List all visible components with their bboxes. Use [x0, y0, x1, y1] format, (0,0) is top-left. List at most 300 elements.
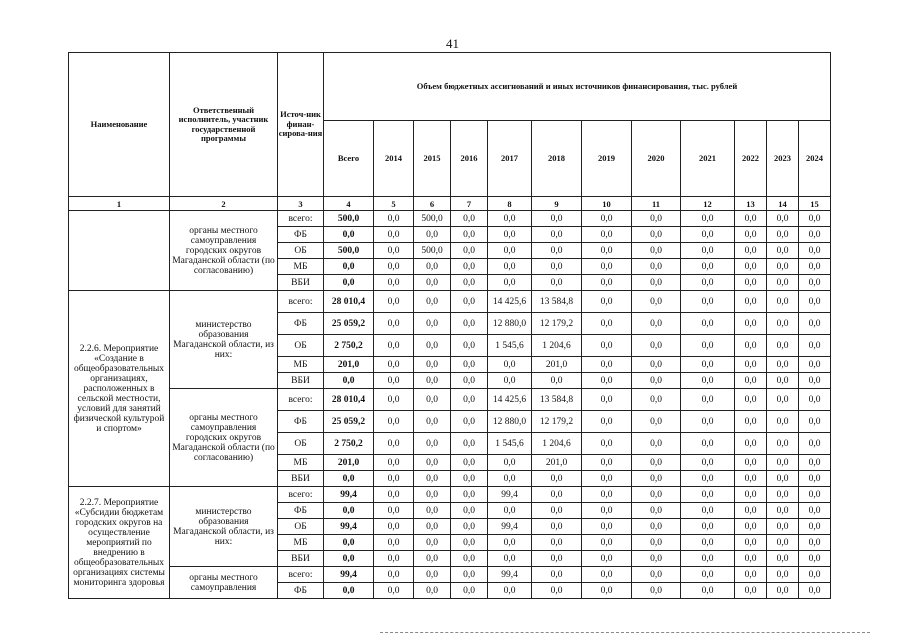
- year-value: 0,0: [632, 551, 681, 567]
- year-value: 0,0: [374, 313, 414, 335]
- year-value: 0,0: [532, 259, 582, 275]
- year-value: 0,0: [681, 503, 735, 519]
- column-number: 9: [532, 197, 582, 211]
- source-label: ФБ: [278, 583, 324, 599]
- year-value: 0,0: [767, 313, 799, 335]
- year-value: 0,0: [532, 503, 582, 519]
- year-value: 13 584,8: [532, 389, 582, 411]
- year-value: 0,0: [681, 471, 735, 487]
- year-value: 14 425,6: [488, 389, 532, 411]
- total-value: 99,4: [324, 567, 374, 583]
- year-value: 0,0: [681, 243, 735, 259]
- year-value: 0,0: [681, 357, 735, 373]
- year-value: 0,0: [735, 471, 767, 487]
- year-value: 0,0: [767, 471, 799, 487]
- year-value: 0,0: [681, 583, 735, 599]
- year-value: 0,0: [414, 357, 451, 373]
- year-value: 0,0: [532, 567, 582, 583]
- total-value: 0,0: [324, 227, 374, 243]
- year-value: 0,0: [735, 567, 767, 583]
- table-row: [69, 487, 831, 503]
- header-year: 2022: [735, 121, 767, 197]
- year-value: 0,0: [582, 583, 632, 599]
- year-value: 0,0: [681, 487, 735, 503]
- year-value: 0,0: [632, 471, 681, 487]
- column-number: 6: [414, 197, 451, 211]
- year-value: 0,0: [681, 313, 735, 335]
- column-number-row: [69, 197, 831, 211]
- year-value: 0,0: [582, 227, 632, 243]
- year-value: 0,0: [767, 567, 799, 583]
- year-value: 0,0: [632, 503, 681, 519]
- year-value: 0,0: [532, 227, 582, 243]
- year-value: 0,0: [681, 335, 735, 357]
- year-value: 0,0: [681, 211, 735, 227]
- year-value: 0,0: [582, 551, 632, 567]
- year-value: 0,0: [632, 455, 681, 471]
- year-value: 0,0: [735, 211, 767, 227]
- source-label: ОБ: [278, 335, 324, 357]
- year-value: 0,0: [767, 455, 799, 471]
- year-value: 0,0: [451, 313, 488, 335]
- year-value: 201,0: [532, 455, 582, 471]
- year-value: 0,0: [582, 411, 632, 433]
- total-value: 25 059,2: [324, 313, 374, 335]
- source-label: ФБ: [278, 503, 324, 519]
- year-value: 0,0: [767, 503, 799, 519]
- year-value: 0,0: [681, 535, 735, 551]
- column-number: 4: [324, 197, 374, 211]
- year-value: 0,0: [582, 259, 632, 275]
- table-row: [69, 211, 831, 227]
- year-value: 0,0: [451, 535, 488, 551]
- year-value: 0,0: [532, 211, 582, 227]
- year-value: 0,0: [451, 503, 488, 519]
- total-value: 25 059,2: [324, 411, 374, 433]
- header-year: 2014: [374, 121, 414, 197]
- year-value: 0,0: [681, 389, 735, 411]
- year-value: 0,0: [767, 583, 799, 599]
- year-value: 12 179,2: [532, 411, 582, 433]
- total-value: 0,0: [324, 259, 374, 275]
- year-value: 0,0: [488, 455, 532, 471]
- year-value: 0,0: [799, 471, 831, 487]
- year-value: 0,0: [735, 259, 767, 275]
- year-value: 0,0: [414, 373, 451, 389]
- year-value: 0,0: [451, 291, 488, 313]
- year-value: 0,0: [632, 433, 681, 455]
- year-value: 0,0: [451, 259, 488, 275]
- year-value: 0,0: [767, 335, 799, 357]
- year-value: 500,0: [414, 211, 451, 227]
- year-value: 0,0: [451, 471, 488, 487]
- year-value: 0,0: [414, 583, 451, 599]
- source-label: всего:: [278, 291, 324, 313]
- year-value: 0,0: [799, 519, 831, 535]
- header-year: 2016: [451, 121, 488, 197]
- year-value: 0,0: [414, 503, 451, 519]
- source-label: ВБИ: [278, 373, 324, 389]
- year-value: 0,0: [632, 567, 681, 583]
- total-value: 2 750,2: [324, 335, 374, 357]
- year-value: 0,0: [582, 373, 632, 389]
- year-value: 0,0: [681, 275, 735, 291]
- year-value: 0,0: [799, 455, 831, 471]
- total-value: 500,0: [324, 211, 374, 227]
- year-value: 0,0: [414, 433, 451, 455]
- year-value: 0,0: [799, 211, 831, 227]
- year-value: 0,0: [582, 275, 632, 291]
- year-value: 0,0: [799, 567, 831, 583]
- year-value: 0,0: [374, 275, 414, 291]
- year-value: 0,0: [582, 389, 632, 411]
- year-value: 1 545,6: [488, 335, 532, 357]
- header-total: Всего: [324, 121, 374, 197]
- year-value: 0,0: [799, 487, 831, 503]
- year-value: 0,0: [532, 535, 582, 551]
- year-value: 0,0: [632, 313, 681, 335]
- year-value: 0,0: [451, 433, 488, 455]
- year-value: 0,0: [767, 535, 799, 551]
- year-value: 0,0: [451, 357, 488, 373]
- year-value: 0,0: [532, 487, 582, 503]
- year-value: 0,0: [632, 535, 681, 551]
- header-year: 2017: [488, 121, 532, 197]
- year-value: 0,0: [632, 275, 681, 291]
- total-value: 2 750,2: [324, 433, 374, 455]
- year-value: 0,0: [451, 227, 488, 243]
- year-value: 0,0: [799, 291, 831, 313]
- year-value: 0,0: [414, 487, 451, 503]
- year-value: 0,0: [767, 357, 799, 373]
- year-value: 0,0: [767, 373, 799, 389]
- year-value: 0,0: [414, 535, 451, 551]
- header-source: Источ-ник финан-сирова-ния: [278, 53, 324, 197]
- year-value: 0,0: [582, 433, 632, 455]
- table-row: [69, 291, 831, 313]
- year-value: 0,0: [632, 211, 681, 227]
- total-value: 500,0: [324, 243, 374, 259]
- budget-table: [68, 52, 831, 599]
- total-value: 28 010,4: [324, 389, 374, 411]
- table-body: [69, 211, 831, 599]
- source-label: МБ: [278, 455, 324, 471]
- year-value: 0,0: [632, 411, 681, 433]
- year-value: 0,0: [735, 519, 767, 535]
- year-value: 0,0: [799, 373, 831, 389]
- year-value: 0,0: [451, 243, 488, 259]
- year-value: 0,0: [767, 551, 799, 567]
- year-value: 0,0: [681, 433, 735, 455]
- total-value: 0,0: [324, 551, 374, 567]
- year-value: 0,0: [582, 535, 632, 551]
- year-value: 0,0: [735, 455, 767, 471]
- year-value: 0,0: [374, 487, 414, 503]
- year-value: 0,0: [488, 243, 532, 259]
- source-label: МБ: [278, 357, 324, 373]
- year-value: 0,0: [451, 275, 488, 291]
- year-value: 0,0: [735, 535, 767, 551]
- year-value: 0,0: [414, 291, 451, 313]
- year-value: 0,0: [632, 291, 681, 313]
- total-value: 28 010,4: [324, 291, 374, 313]
- year-value: 0,0: [735, 313, 767, 335]
- year-value: 0,0: [735, 389, 767, 411]
- year-value: 0,0: [488, 471, 532, 487]
- column-number: 8: [488, 197, 532, 211]
- year-value: 0,0: [632, 487, 681, 503]
- year-value: 0,0: [735, 487, 767, 503]
- year-value: 0,0: [582, 519, 632, 535]
- year-value: 12 880,0: [488, 313, 532, 335]
- source-label: ФБ: [278, 227, 324, 243]
- year-value: 0,0: [582, 211, 632, 227]
- year-value: 0,0: [799, 335, 831, 357]
- year-value: 0,0: [488, 551, 532, 567]
- year-value: 0,0: [374, 551, 414, 567]
- source-label: ВБИ: [278, 471, 324, 487]
- year-value: 0,0: [532, 243, 582, 259]
- year-value: 0,0: [799, 243, 831, 259]
- year-value: 0,0: [632, 373, 681, 389]
- year-value: 0,0: [632, 335, 681, 357]
- source-label: ОБ: [278, 519, 324, 535]
- year-value: 0,0: [451, 567, 488, 583]
- year-value: 0,0: [799, 357, 831, 373]
- executor-name: органы местного самоуправления: [170, 567, 278, 599]
- year-value: 0,0: [681, 259, 735, 275]
- year-value: 0,0: [632, 227, 681, 243]
- year-value: 201,0: [532, 357, 582, 373]
- year-value: 0,0: [488, 535, 532, 551]
- year-value: 0,0: [488, 357, 532, 373]
- year-value: 0,0: [799, 433, 831, 455]
- year-value: 0,0: [532, 275, 582, 291]
- total-value: 0,0: [324, 373, 374, 389]
- year-value: 0,0: [451, 335, 488, 357]
- year-value: 0,0: [767, 519, 799, 535]
- year-value: 0,0: [735, 275, 767, 291]
- total-value: 0,0: [324, 535, 374, 551]
- year-value: 0,0: [681, 567, 735, 583]
- year-value: 0,0: [767, 227, 799, 243]
- year-value: 0,0: [582, 503, 632, 519]
- year-value: 0,0: [767, 211, 799, 227]
- column-number: 15: [799, 197, 831, 211]
- header-year: 2015: [414, 121, 451, 197]
- table-row: [69, 567, 831, 583]
- year-value: 0,0: [374, 227, 414, 243]
- year-value: 0,0: [374, 411, 414, 433]
- year-value: 0,0: [582, 335, 632, 357]
- year-value: 0,0: [488, 373, 532, 389]
- year-value: 0,0: [735, 503, 767, 519]
- total-value: 201,0: [324, 357, 374, 373]
- year-value: 0,0: [735, 433, 767, 455]
- year-value: 0,0: [532, 471, 582, 487]
- column-number: 7: [451, 197, 488, 211]
- year-value: 0,0: [582, 291, 632, 313]
- executor-name: министерство образования Магаданской области, из них:: [170, 487, 278, 567]
- executor-name: органы местного самоуправления городских округов Магаданской области (по согласованию): [170, 389, 278, 487]
- year-value: 12 880,0: [488, 411, 532, 433]
- year-value: 0,0: [632, 259, 681, 275]
- column-number: 10: [582, 197, 632, 211]
- total-value: 0,0: [324, 503, 374, 519]
- year-value: 1 204,6: [532, 433, 582, 455]
- year-value: 0,0: [681, 519, 735, 535]
- total-value: 99,4: [324, 519, 374, 535]
- year-value: 0,0: [767, 389, 799, 411]
- year-value: 0,0: [374, 503, 414, 519]
- year-value: 0,0: [451, 373, 488, 389]
- year-value: 0,0: [632, 243, 681, 259]
- column-number: 1: [69, 197, 170, 211]
- year-value: 0,0: [374, 243, 414, 259]
- activity-name: 2.2.7. Мероприятие «Субсидии бюджетам городских округов на осуществление мероприятий по внедрению в общеобразовательных организациях системы мониторинга здоровья: [69, 487, 170, 599]
- year-value: 0,0: [374, 211, 414, 227]
- year-value: 500,0: [414, 243, 451, 259]
- year-value: 0,0: [767, 487, 799, 503]
- year-value: 0,0: [767, 291, 799, 313]
- year-value: 0,0: [488, 503, 532, 519]
- year-value: 0,0: [735, 335, 767, 357]
- year-value: 0,0: [374, 259, 414, 275]
- year-value: 0,0: [582, 487, 632, 503]
- column-number: 12: [681, 197, 735, 211]
- year-value: 0,0: [799, 227, 831, 243]
- year-value: 0,0: [632, 519, 681, 535]
- header-year: 2018: [532, 121, 582, 197]
- year-value: 0,0: [632, 389, 681, 411]
- year-value: 0,0: [414, 389, 451, 411]
- header-volume: Объем бюджетных ассигнований и иных источников финансирования, тыс. рублей: [324, 53, 831, 121]
- year-value: 0,0: [451, 455, 488, 471]
- source-label: всего:: [278, 487, 324, 503]
- year-value: 0,0: [582, 567, 632, 583]
- column-number: 5: [374, 197, 414, 211]
- year-value: 0,0: [488, 583, 532, 599]
- total-value: 99,4: [324, 487, 374, 503]
- year-value: 0,0: [374, 519, 414, 535]
- column-number: 14: [767, 197, 799, 211]
- source-label: всего:: [278, 567, 324, 583]
- source-label: ОБ: [278, 243, 324, 259]
- year-value: 0,0: [681, 551, 735, 567]
- footer-line: [380, 632, 870, 634]
- year-value: 0,0: [451, 411, 488, 433]
- source-label: ВБИ: [278, 551, 324, 567]
- source-label: всего:: [278, 389, 324, 411]
- year-value: 0,0: [799, 313, 831, 335]
- year-value: 0,0: [767, 411, 799, 433]
- year-value: 0,0: [735, 357, 767, 373]
- header-executor: Ответственный исполнитель, участник государственной программы: [170, 53, 278, 197]
- year-value: 0,0: [799, 551, 831, 567]
- year-value: 0,0: [582, 313, 632, 335]
- year-value: 13 584,8: [532, 291, 582, 313]
- total-value: 0,0: [324, 583, 374, 599]
- year-value: 0,0: [582, 455, 632, 471]
- year-value: 0,0: [451, 551, 488, 567]
- year-value: 0,0: [532, 519, 582, 535]
- year-value: 1 545,6: [488, 433, 532, 455]
- header-year: 2019: [582, 121, 632, 197]
- year-value: 99,4: [488, 567, 532, 583]
- total-value: 201,0: [324, 455, 374, 471]
- year-value: 0,0: [414, 335, 451, 357]
- year-value: 0,0: [799, 259, 831, 275]
- header-year: 2023: [767, 121, 799, 197]
- year-value: 0,0: [414, 455, 451, 471]
- column-number: 11: [632, 197, 681, 211]
- year-value: 0,0: [681, 411, 735, 433]
- year-value: 0,0: [532, 583, 582, 599]
- year-value: 0,0: [414, 519, 451, 535]
- source-label: ФБ: [278, 411, 324, 433]
- year-value: 0,0: [451, 211, 488, 227]
- year-value: 0,0: [799, 275, 831, 291]
- year-value: 0,0: [632, 357, 681, 373]
- year-value: 0,0: [799, 503, 831, 519]
- year-value: 99,4: [488, 519, 532, 535]
- executor-name: органы местного самоуправления городских округов Магаданской области (по согласованию): [170, 211, 278, 291]
- year-value: 0,0: [414, 275, 451, 291]
- year-value: 0,0: [735, 551, 767, 567]
- source-label: МБ: [278, 259, 324, 275]
- year-value: 0,0: [414, 227, 451, 243]
- year-value: 0,0: [799, 389, 831, 411]
- year-value: 0,0: [582, 243, 632, 259]
- header-year: 2020: [632, 121, 681, 197]
- year-value: 0,0: [799, 411, 831, 433]
- year-value: 99,4: [488, 487, 532, 503]
- year-value: 0,0: [414, 471, 451, 487]
- year-value: 0,0: [532, 551, 582, 567]
- table-row: [69, 389, 831, 411]
- year-value: 0,0: [735, 411, 767, 433]
- year-value: 0,0: [374, 335, 414, 357]
- source-label: всего:: [278, 211, 324, 227]
- header-year: 2024: [799, 121, 831, 197]
- year-value: 0,0: [374, 535, 414, 551]
- year-value: 0,0: [735, 583, 767, 599]
- column-number: 13: [735, 197, 767, 211]
- year-value: 12 179,2: [532, 313, 582, 335]
- year-value: 1 204,6: [532, 335, 582, 357]
- activity-name: [69, 211, 170, 291]
- source-label: ФБ: [278, 313, 324, 335]
- year-value: 0,0: [414, 313, 451, 335]
- year-value: 0,0: [735, 227, 767, 243]
- year-value: 0,0: [582, 471, 632, 487]
- source-label: ВБИ: [278, 275, 324, 291]
- year-value: 0,0: [735, 243, 767, 259]
- executor-name: министерство образования Магаданской области, из них:: [170, 291, 278, 389]
- year-value: 0,0: [632, 583, 681, 599]
- activity-name: 2.2.6. Мероприятие «Создание в общеобразовательных организациях, расположенных в сельской местности, условий для занятий физической культурой и спортом»: [69, 291, 170, 487]
- source-label: ОБ: [278, 433, 324, 455]
- year-value: 0,0: [735, 373, 767, 389]
- year-value: 14 425,6: [488, 291, 532, 313]
- year-value: 0,0: [681, 291, 735, 313]
- year-value: 0,0: [532, 373, 582, 389]
- year-value: 0,0: [414, 567, 451, 583]
- year-value: 0,0: [451, 389, 488, 411]
- column-number: 3: [278, 197, 324, 211]
- year-value: 0,0: [488, 259, 532, 275]
- year-value: 0,0: [488, 211, 532, 227]
